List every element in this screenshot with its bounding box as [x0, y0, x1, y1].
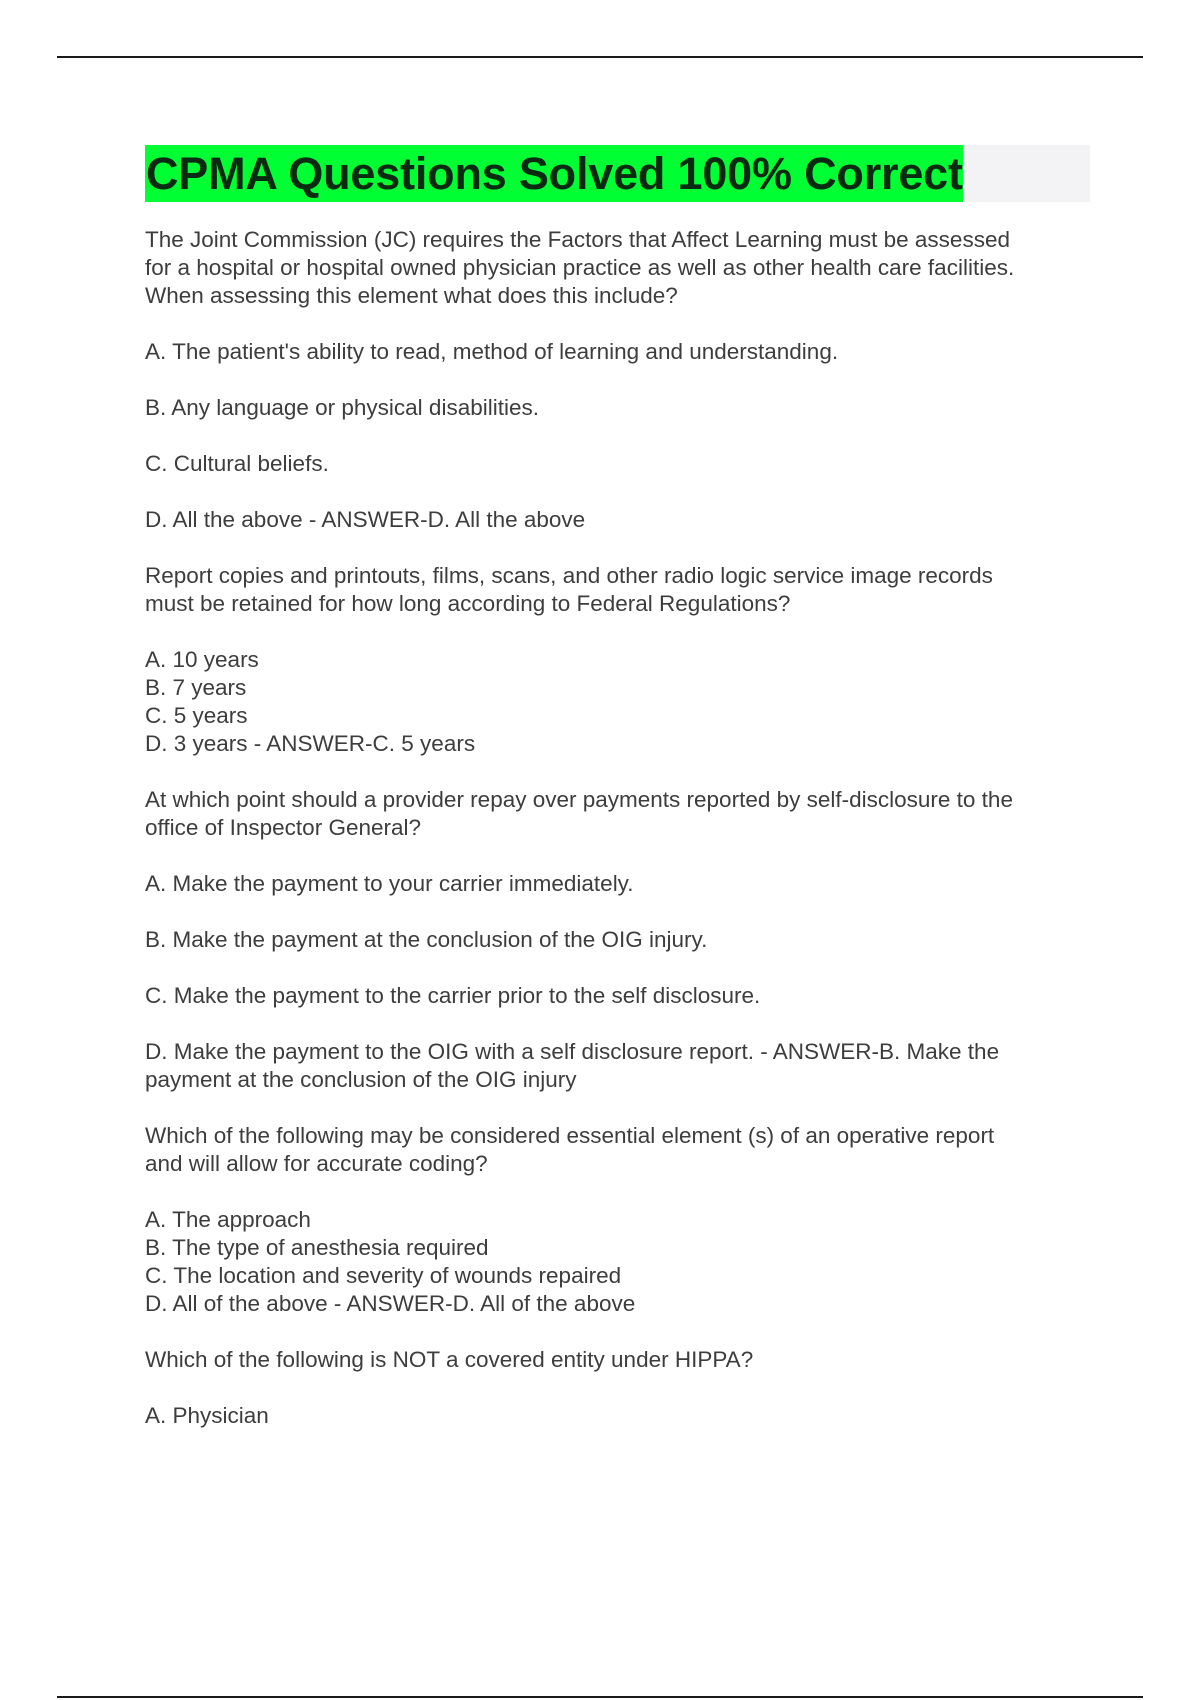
question-1-option-c: C. Cultural beliefs.	[145, 451, 329, 476]
question-1-option-a: A. The patient's ability to read, method of learning and understanding.	[145, 339, 839, 364]
top-rule	[57, 56, 1143, 58]
document-body	[145, 145, 1090, 1458]
question-3-stem: At which point should a provider repay over payments reported by self-disclosure to the office of Inspector General?	[145, 787, 1013, 840]
question-2-options	[145, 646, 1090, 758]
question-5-stem: Which of the following is NOT a covered entity under HIPPA?	[145, 1347, 754, 1372]
question-4-stem: Which of the following may be considered essential element (s) of an operative report and will allow for accurate coding?	[145, 1123, 995, 1176]
question-3-option-d-answer: D. Make the payment to the OIG with a self disclosure report. - ANSWER-B. Make the payment at the conclusion of the OIG injury	[145, 1039, 1000, 1092]
question-1-option-d-answer: D. All the above - ANSWER-D. All the above	[145, 507, 586, 532]
question-2-option-c: C. 5 years	[145, 703, 248, 728]
question-3-option-a: A. Make the payment to your carrier immediately.	[145, 871, 634, 896]
question-2-option-a: A. 10 years	[145, 647, 259, 672]
question-2-option-b: B. 7 years	[145, 675, 247, 700]
question-1-option-b: B. Any language or physical disabilities.	[145, 395, 539, 420]
question-3-option-b: B. Make the payment at the conclusion of the OIG injury.	[145, 927, 708, 952]
bottom-rule	[57, 1696, 1143, 1698]
question-4-option-c: C. The location and severity of wounds repaired	[145, 1263, 622, 1288]
question-2-option-d-answer: D. 3 years - ANSWER-C. 5 years	[145, 731, 476, 756]
question-3-option-c: C. Make the payment to the carrier prior to the self disclosure.	[145, 983, 761, 1008]
question-1-stem: The Joint Commission (JC) requires the Factors that Affect Learning must be assessed for a hospital or hospital owned physician practice as well as other health care facilities. When assessing this element what does this include?	[145, 227, 1015, 308]
title-band	[145, 145, 1090, 202]
question-4-option-d-answer: D. All of the above - ANSWER-D. All of the above	[145, 1291, 636, 1316]
question-4-option-a: A. The approach	[145, 1207, 311, 1232]
question-4-option-b: B. The type of anesthesia required	[145, 1235, 489, 1260]
question-5-option-a: A. Physician	[145, 1403, 269, 1428]
question-2-stem: Report copies and printouts, films, scans, and other radio logic service image records must be retained for how long according to Federal Regulations?	[145, 563, 993, 616]
question-4-options	[145, 1206, 1090, 1318]
document-title: CPMA Questions Solved 100% Correct	[145, 145, 963, 202]
